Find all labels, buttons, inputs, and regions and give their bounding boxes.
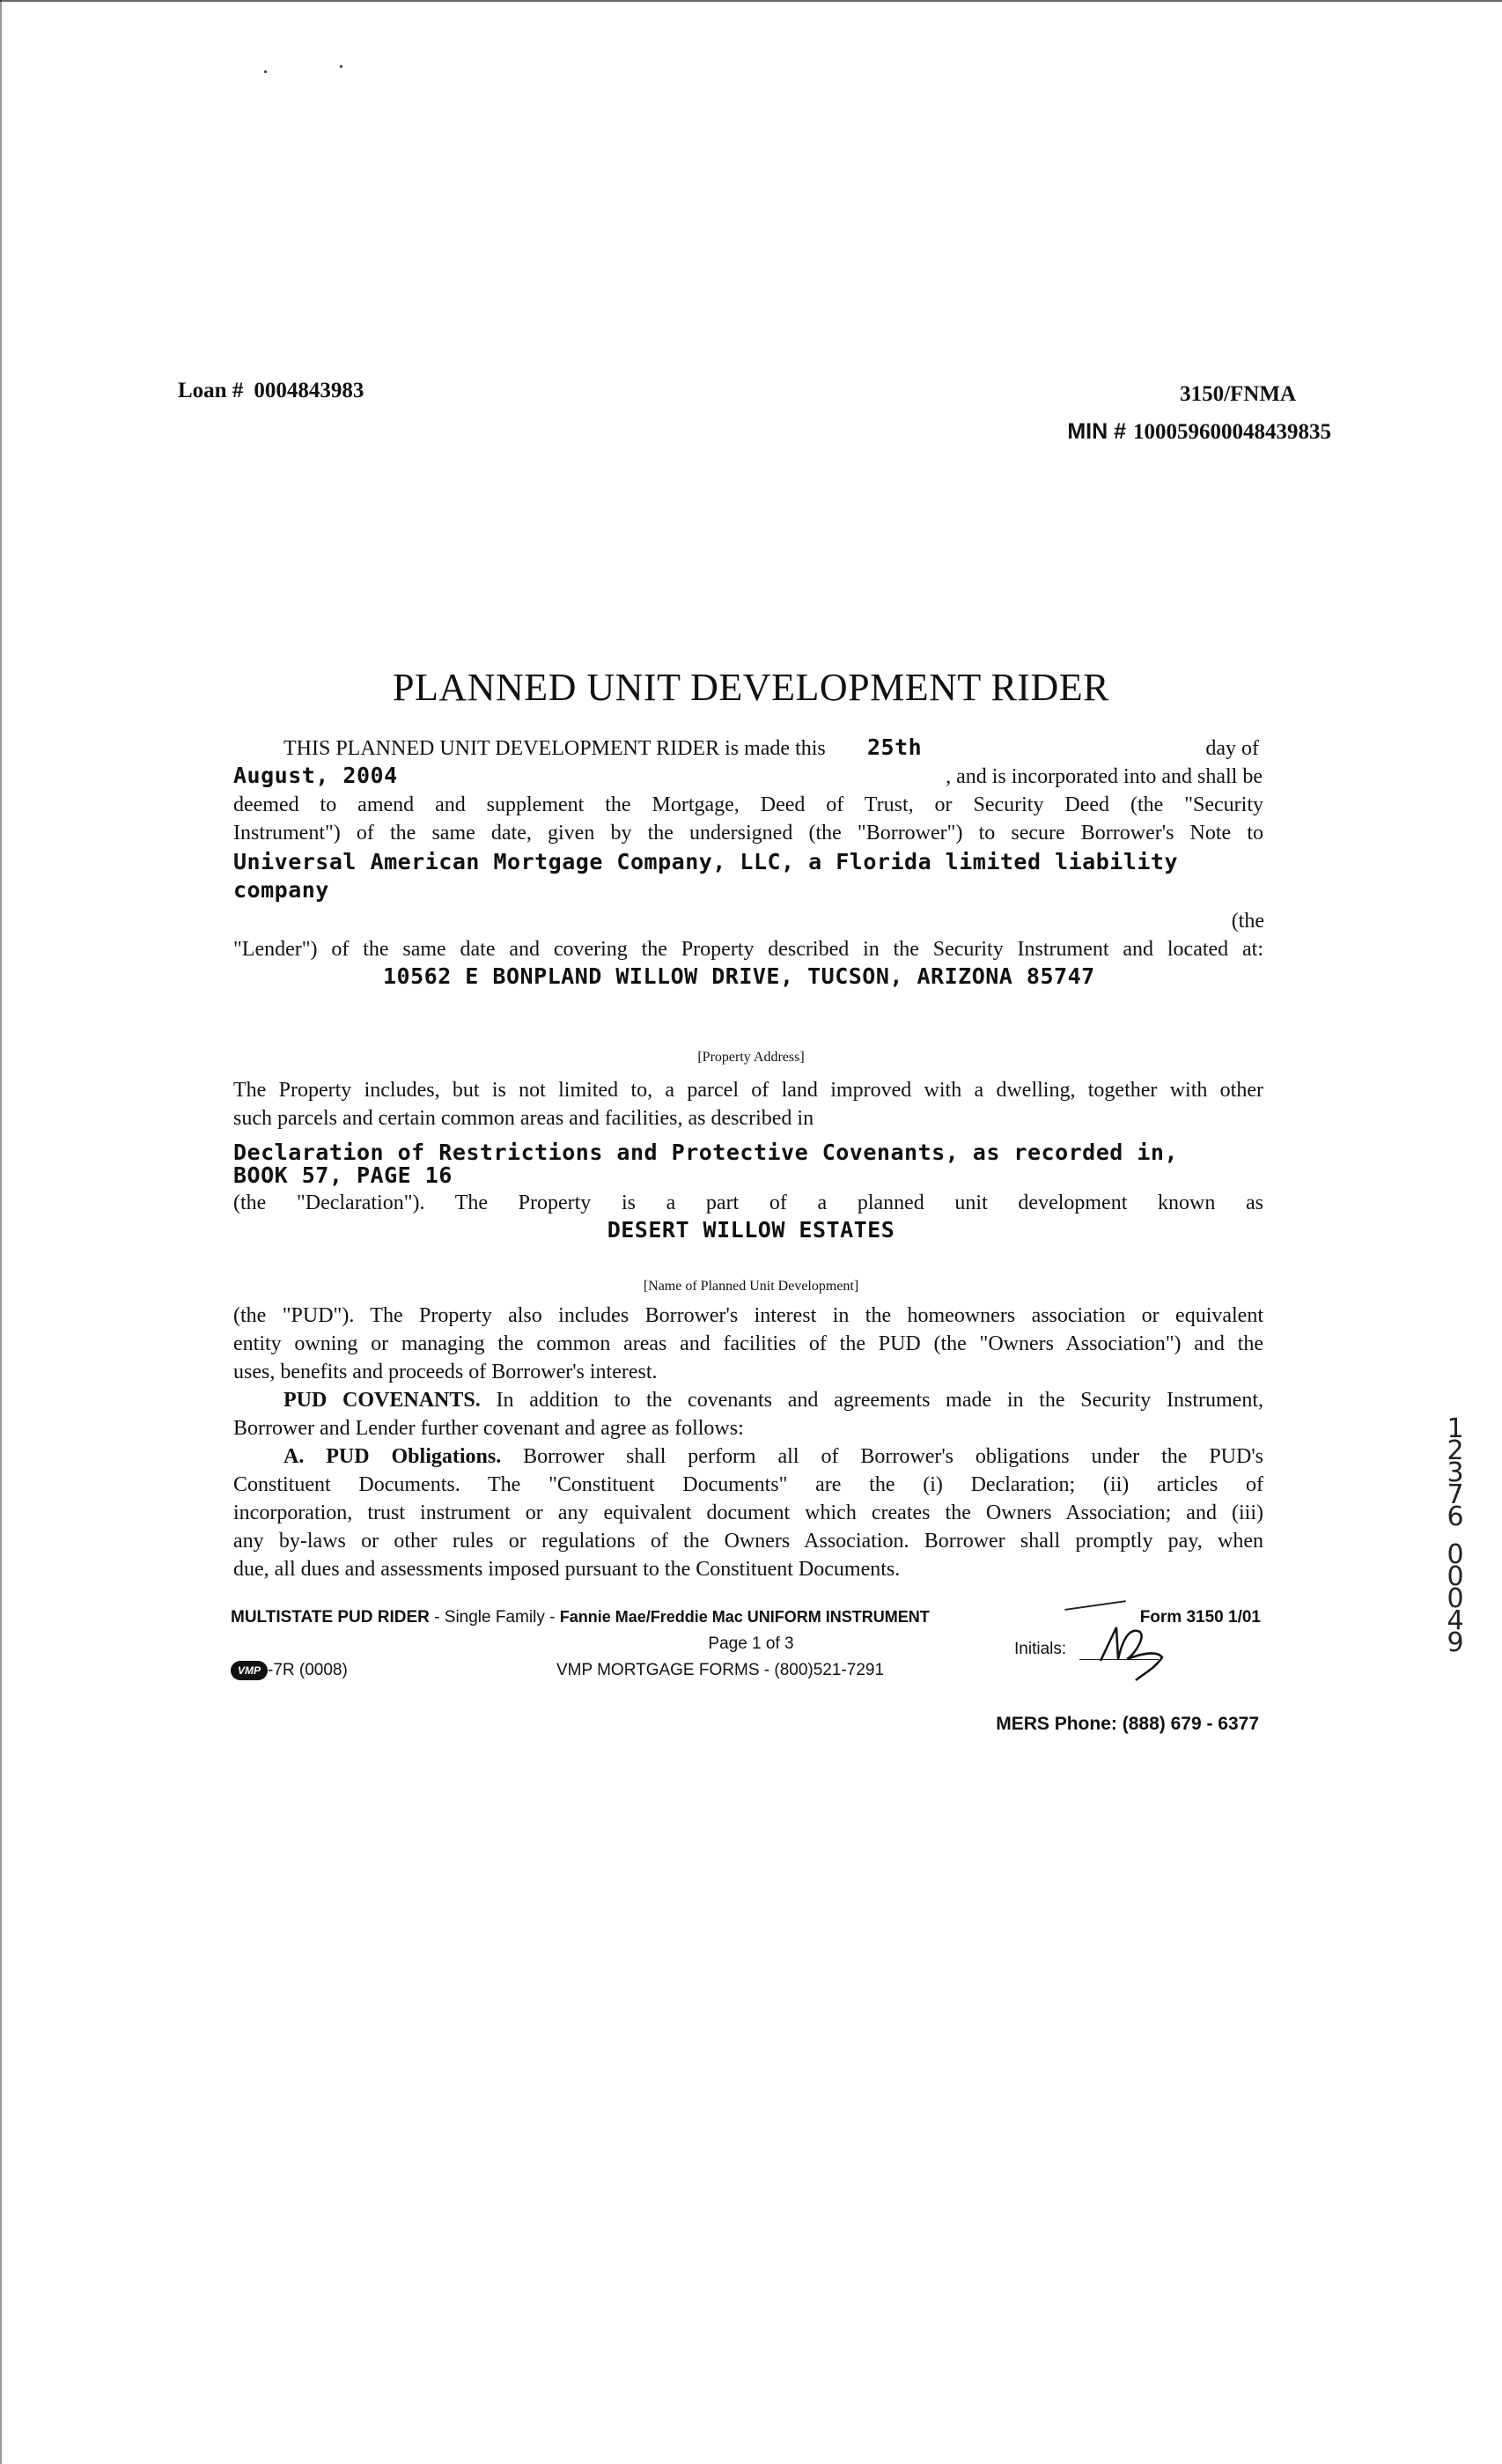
- stamp-digit: 9: [1447, 1627, 1464, 1658]
- property-line1: The Property includes, but is not limited to, a parcel of land improved with a dwelling, together with other: [233, 1079, 1263, 1102]
- scan-speck: [340, 65, 342, 68]
- pud-obligations-line1-text: Borrower shall perform all of Borrower's obligations under the PUD's: [523, 1445, 1264, 1468]
- the-label: (the: [1231, 910, 1264, 933]
- lender-name-line2: company: [233, 877, 329, 903]
- form-title-rest: - Single Family -: [434, 1608, 560, 1627]
- stamp-digit: 2: [1447, 1435, 1464, 1466]
- property-address-caption: [Property Address]: [697, 1050, 805, 1065]
- month-year-value: August, 2004: [233, 763, 398, 788]
- intro-line4: Instrument") of the same date, given by the undersigned (the "Borrower") to secure Borrower's Note to: [233, 822, 1263, 845]
- pud-obligations-line1: [283, 1442, 1263, 1471]
- declaration-line1: Declaration of Restrictions and Protective Covenants, as recorded in,: [233, 1140, 1179, 1165]
- pud-obligations-line4: any by-laws or other rules or regulations of the Owners Association. Borrower shall promptly pay, when: [233, 1530, 1263, 1553]
- document-title: PLANNED UNIT DEVELOPMENT RIDER: [393, 666, 1109, 709]
- stamp-digit: 0: [1447, 1539, 1464, 1570]
- vmp-code: -7R (0008): [268, 1661, 348, 1679]
- covenants-heading: PUD COVENANTS.: [283, 1389, 481, 1412]
- form-code: 3150/FNMA: [1180, 382, 1296, 406]
- covenants-line1-text: In addition to the covenants and agreements made in the Security Instrument,: [496, 1389, 1264, 1412]
- vmp-forms-line: VMP MORTGAGE FORMS - (800)521-7291: [556, 1661, 885, 1679]
- initials-label: Initials:: [1014, 1640, 1067, 1658]
- stamp-digit: 0: [1447, 1561, 1464, 1592]
- min-label: MIN #: [1067, 419, 1126, 444]
- day-value: 25th: [867, 734, 923, 760]
- min-number: 100059600048439835: [1133, 420, 1331, 444]
- stamp-digit: 4: [1447, 1605, 1464, 1636]
- pud-obligations-line5: due, all dues and assessments imposed pursuant to the Constituent Documents.: [233, 1558, 901, 1581]
- intro-line1b: day of: [1205, 737, 1259, 760]
- stamp-digit: 7: [1447, 1479, 1464, 1510]
- form-title-bold: MULTISTATE PUD RIDER: [231, 1608, 430, 1627]
- intro-line1a: THIS PLANNED UNIT DEVELOPMENT RIDER is made this: [283, 737, 826, 760]
- declaration-line2: BOOK 57, PAGE 16: [233, 1162, 453, 1188]
- lender-name-line1: Universal American Mortgage Company, LLC, a Florida limited liability: [233, 849, 1179, 874]
- page-number: Page 1 of 3: [708, 1634, 794, 1653]
- loan-number-line: [178, 379, 364, 403]
- pud-caption: [Name of Planned Unit Development]: [643, 1279, 859, 1294]
- loan-label: Loan #: [178, 379, 244, 402]
- covenants-line1: [283, 1386, 1263, 1414]
- property-address: 10562 E BONPLAND WILLOW DRIVE, TUCSON, ARIZONA 85747: [383, 963, 1095, 989]
- min-line: [1067, 419, 1331, 445]
- vmp-logo: VMP: [231, 1661, 268, 1680]
- form-number: Form 3150 1/01: [1139, 1608, 1261, 1627]
- intro-line3: deemed to amend and supplement the Mortgage, Deed of Trust, or Security Deed (the "Security: [233, 793, 1263, 816]
- stamp-digit: 1: [1447, 1413, 1464, 1444]
- property-line2: such parcels and certain common areas and facilities, as described in: [233, 1107, 814, 1130]
- property-line3: (the "Declaration"). The Property is a part of a planned unit development known as: [233, 1191, 1263, 1214]
- scan-speck: [264, 70, 267, 73]
- intro-line5: "Lender") of the same date and covering the Property described in the Security Instrument and located at:: [233, 938, 1263, 961]
- stamp-digit: 3: [1447, 1457, 1464, 1488]
- side-stamp-number: [1442, 1413, 1469, 1658]
- covenants-line2: Borrower and Lender further covenant and agree as follows:: [233, 1417, 744, 1440]
- mers-phone: MERS Phone: (888) 679 - 6377: [996, 1714, 1259, 1734]
- loan-number: 0004843983: [254, 379, 364, 402]
- pud-obligations-line2: Constituent Documents. The "Constituent Documents" are the (i) Declaration; (ii) articles of: [233, 1473, 1263, 1496]
- property-line5: entity owning or managing the common areas and facilities of the PUD (the "Owners Association") and the: [233, 1332, 1263, 1355]
- stamp-digit: 6: [1447, 1501, 1464, 1532]
- property-line6: uses, benefits and proceeds of Borrower's interest.: [233, 1361, 658, 1383]
- intro-line2b: , and is incorporated into and shall be: [946, 765, 1263, 788]
- form-title-instrument: Fannie Mae/Freddie Mac UNIFORM INSTRUMENT: [559, 1608, 930, 1626]
- scan-top-edge: [0, 0, 1502, 2]
- pud-obligations-line3: incorporation, trust instrument or any equivalent document which creates the Owners Association; and (iii): [233, 1501, 1263, 1524]
- pud-obligations-heading: A. PUD Obligations.: [283, 1445, 502, 1468]
- property-line4: (the "PUD"). The Property also includes Borrower's interest in the homeowners association or equivalent: [233, 1304, 1263, 1327]
- stamp-digit: 0: [1447, 1583, 1464, 1614]
- form-title-line: [231, 1608, 930, 1627]
- pud-name: DESERT WILLOW ESTATES: [607, 1217, 895, 1243]
- initials-signature: [1092, 1619, 1171, 1682]
